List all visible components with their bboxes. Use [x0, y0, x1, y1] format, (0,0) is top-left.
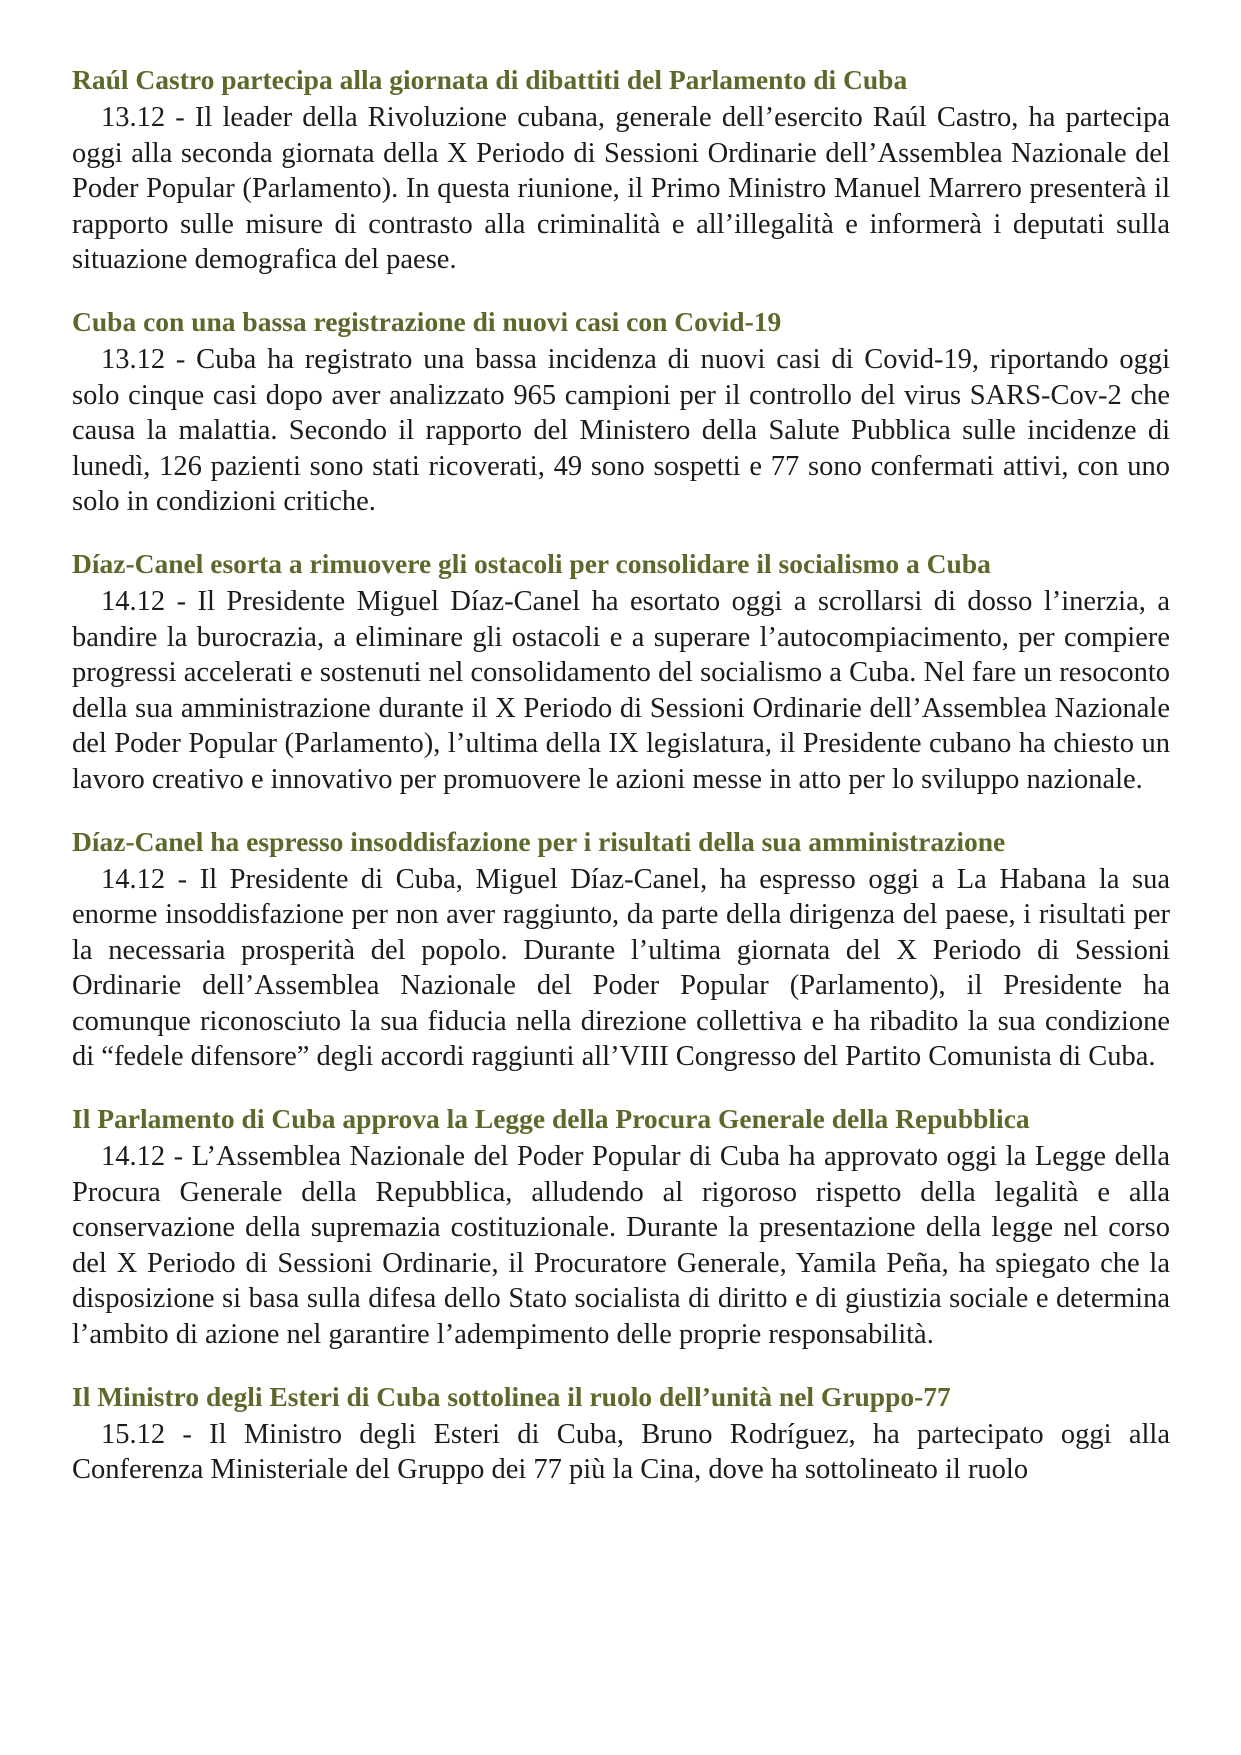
- article: [72, 1101, 1170, 1353]
- article-body: 13.12 - Il leader della Rivoluzione cubana, generale dell’esercito Raúl Castro, ha partecipa oggi alla seconda giornata della X Periodo di Sessioni Ordinarie dell’Assemblea Nazionale del Poder Popular (Parlamento). In questa riunione, il Primo Ministro Manuel Marrero presenterà il rapporto sulle misure di contrasto alla criminalità e all’illegalità e informerà i deputati sulla situazione demografica del paese.: [72, 102, 1170, 276]
- article-body: 14.12 - Il Presidente Miguel Díaz-Canel ha esortato oggi a scrollarsi di dosso l’inerzia, a bandire la burocrazia, a eliminare gli ostacoli e a superare l’autocompiacimento, per compiere progressi accelerati e sostenuti nel consolidamento del socialismo a Cuba. Nel fare un resoconto della sua amministrazione durante il X Periodo di Sessioni Ordinarie dell’Assemblea Nazionale del Poder Popular (Parlamento), l’ultima della IX legislatura, il Presidente cubano ha chiesto un lavoro creativo e innovativo per promuovere le azioni messe in atto per lo sviluppo nazionale.: [72, 585, 1170, 795]
- article-headline: Díaz-Canel ha espresso insoddisfazione per i risultati della sua amministrazione: [72, 825, 1006, 857]
- article-body: 15.12 - Il Ministro degli Esteri di Cuba, Bruno Rodríguez, ha partecipato oggi alla Conferenza Ministeriale del Gruppo dei 77 più la Cina, dove ha sottolineato il ruolo: [72, 1418, 1170, 1486]
- article: [72, 304, 1170, 520]
- article-headline: Raúl Castro partecipa alla giornata di dibattiti del Parlamento di Cuba: [72, 64, 908, 95]
- article: [72, 546, 1170, 798]
- article-headline: Cuba con una bassa registrazione di nuovi casi con Covid-19: [72, 305, 782, 337]
- article-body: 13.12 - Cuba ha registrato una bassa incidenza di nuovi casi di Covid-19, riportando oggi solo cinque casi dopo aver analizzato 965 campioni per il controllo del virus SARS-Cov-2 che causa la malattia. Secondo il rapporto del Ministero della Salute Pubblica sulle incidenze di lunedì, 126 pazienti sono stati ricoverati, 49 sono sospetti e 77 sono confermati attivi, con uno solo in condizioni critiche.: [72, 343, 1170, 518]
- document-page: [72, 62, 1170, 1514]
- article: [72, 1379, 1170, 1488]
- article-body: 14.12 - L’Assemblea Nazionale del Poder Popular di Cuba ha approvato oggi la Legge della Procura Generale della Repubblica, alludendo al rigoroso rispetto della legalità e alla conservazione della supremazia costituzionale. Durante la presentazione della legge nel corso del X Periodo di Sessioni Ordinarie, il Procuratore Generale, Yamila Peña, ha spiegato che la disposizione si basa sulla difesa dello Stato socialista di diritto e di giustizia sociale e determina l’ambito di azione nel garantire l’adempimento delle proprie responsabilità.: [72, 1141, 1170, 1351]
- article-headline: Díaz-Canel esorta a rimuovere gli ostacoli per consolidare il socialismo a Cuba: [72, 547, 991, 579]
- article: [72, 824, 1170, 1076]
- article: [72, 62, 1170, 278]
- article-headline: Il Ministro degli Esteri di Cuba sottolinea il ruolo dell’unità nel Gruppo-77: [72, 1380, 951, 1412]
- article-body: 14.12 - Il Presidente di Cuba, Miguel Díaz-Canel, ha espresso oggi a La Habana la sua enorme insoddisfazione per non aver raggiunto, da parte della dirigenza del paese, i risultati per la necessaria prosperità del popolo. Durante l’ultima giornata del X Periodo di Sessioni Ordinarie dell’Assemblea Nazionale del Poder Popular (Parlamento), il Presidente ha comunque riconosciuto la sua fiducia nella direzione collettiva e ha ribadito la sua condizione di “fedele difensore” degli accordi raggiunti all’VIII Congresso del Partito Comunista di Cuba.: [72, 863, 1170, 1073]
- article-headline: Il Parlamento di Cuba approva la Legge della Procura Generale della Repubblica: [72, 1103, 1030, 1135]
